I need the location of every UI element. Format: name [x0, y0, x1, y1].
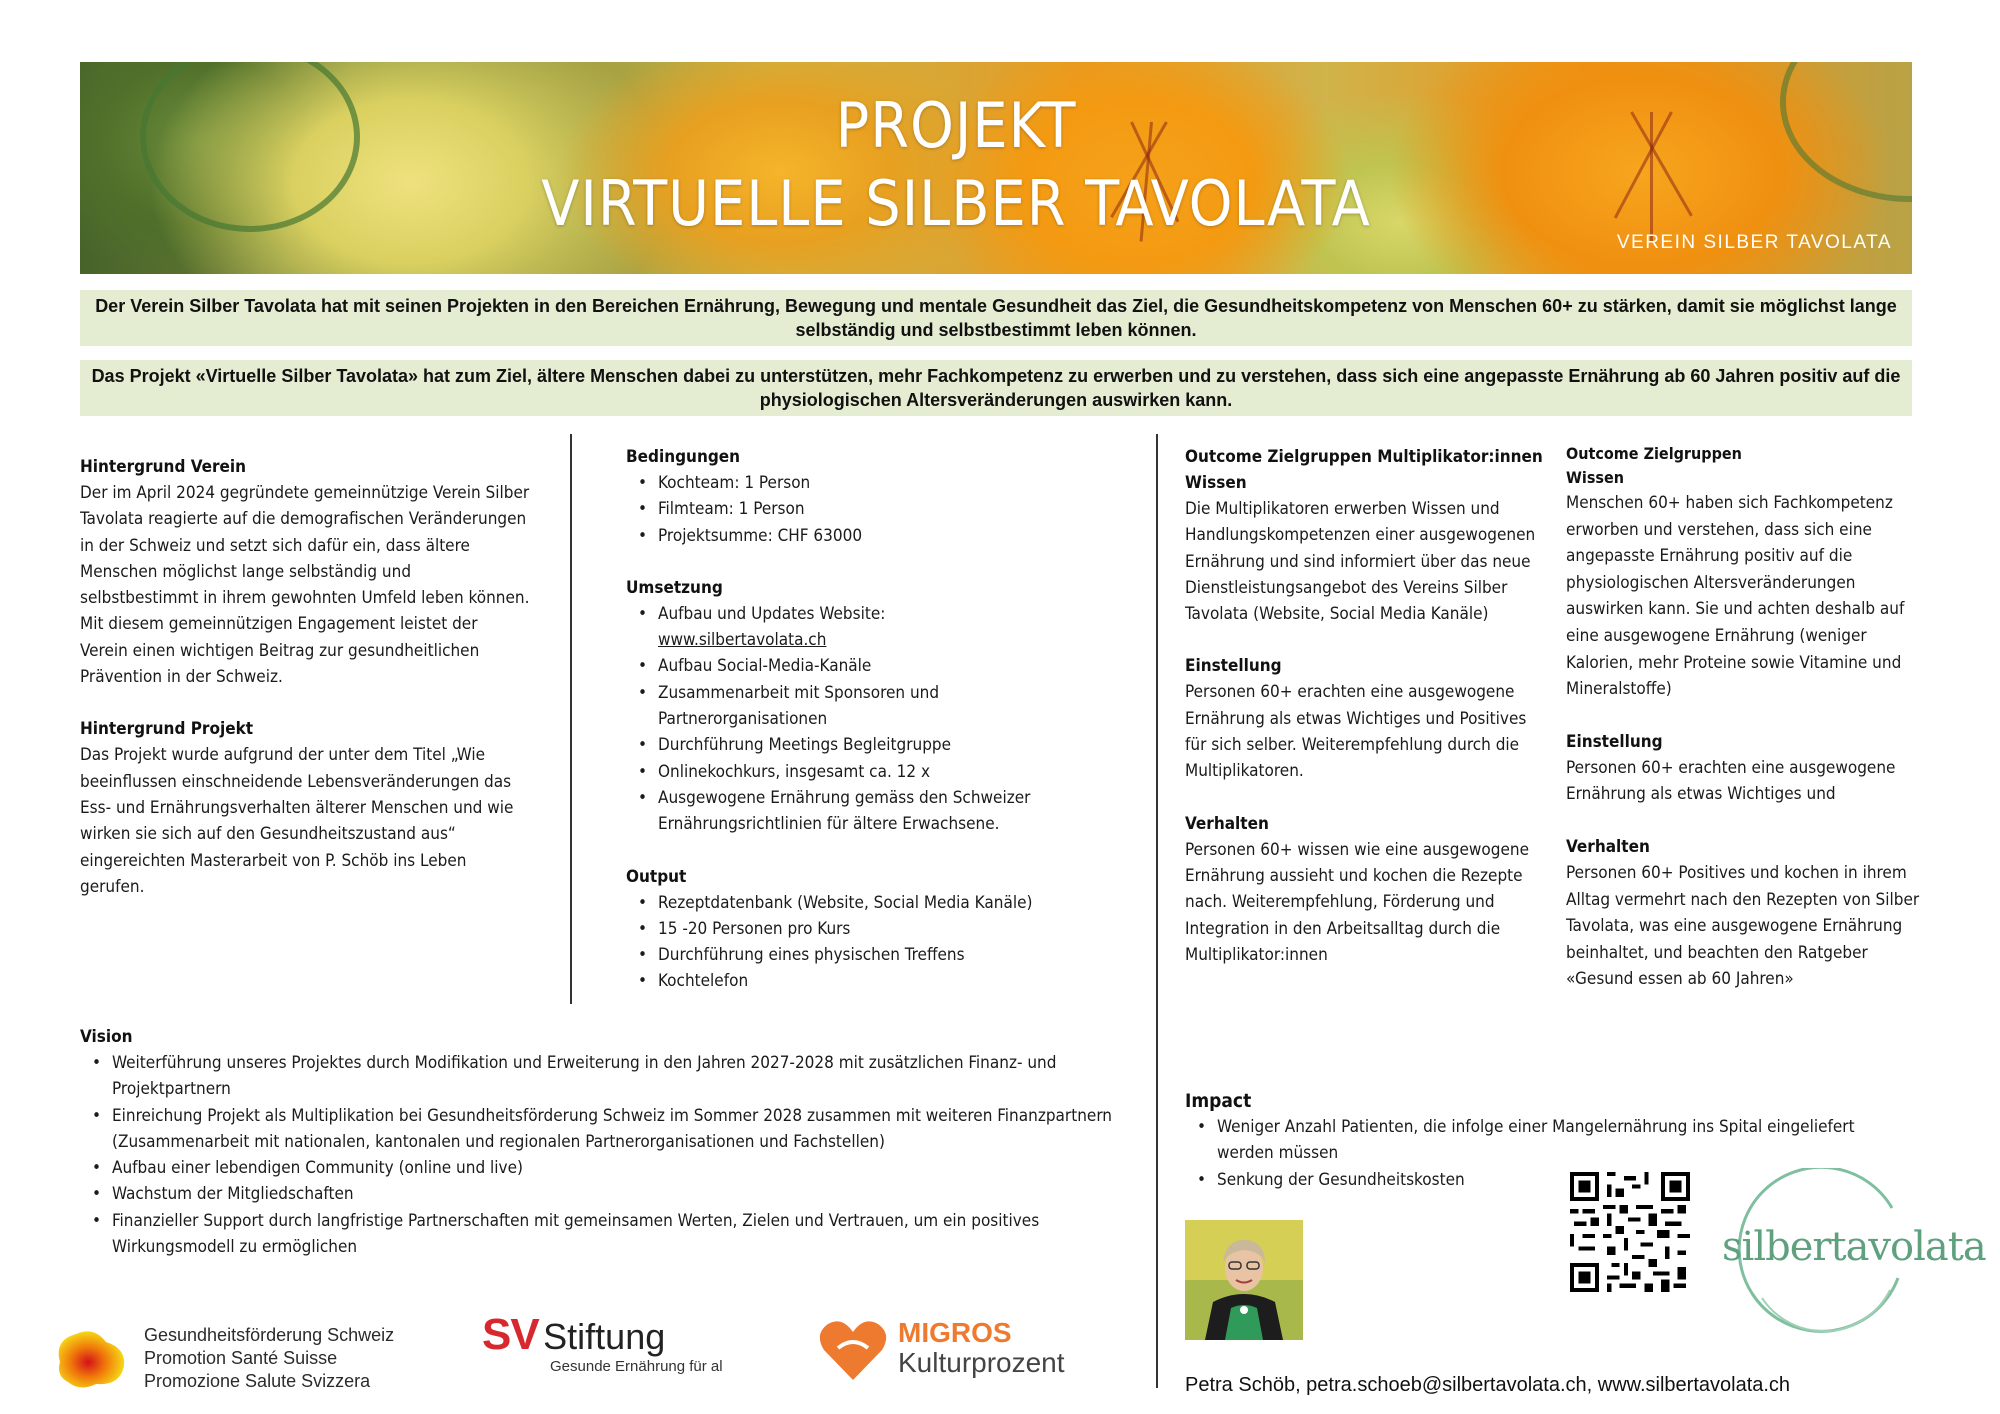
banner-title-line2: VIRTUELLE SILBER TAVOLATA: [541, 167, 1371, 240]
text-einstellung: Personen 60+ erachten eine ausgewogene Ernährung als etwas Wichtiges und: [1566, 757, 1896, 805]
list-item: • Onlinekochkurs, insgesamt ca. 12 x: [626, 759, 1096, 785]
gfs-line-fr: Promotion Santé Suisse: [144, 1348, 338, 1368]
heading-vision: Vision: [80, 1027, 133, 1047]
gesundheitsfoerderung-logo-text: [144, 1324, 394, 1393]
qr-code-icon: [1570, 1172, 1690, 1292]
list-vision: [80, 1050, 1120, 1260]
heading-output: Output: [626, 866, 687, 887]
column-outcome-multiplikatoren: [1185, 444, 1545, 994]
heading-hintergrund-verein: Hintergrund Verein: [80, 457, 247, 477]
text-hintergrund-projekt: Das Projekt wurde aufgrund der unter dem Titel „Wie beeinflussen einschneidende Lebensveränderungen das Ess- und Ernährungsverhalten älterer Menschen und wie wirken sie sich auf den Gesundheitszustand aus“ eingereichten Masterarbeit von P. Schöb ins Leben gerufen.: [80, 745, 514, 897]
portrait-illustration: [1185, 1220, 1303, 1340]
column-projekt: [626, 444, 1096, 1021]
section-vision: [80, 1024, 1120, 1286]
heading-impact: Impact: [1185, 1090, 1252, 1112]
sv-mark: SV: [482, 1310, 539, 1359]
list-item: • Ausgewogene Ernährung gemäss den Schweizer Ernährungsrichtlinien für ältere Erwachsene.: [626, 785, 1096, 838]
list-bedingungen: [626, 470, 1096, 549]
text-wissen: Menschen 60+ haben sich Fachkompetenz erworben und verstehen, dass sich eine angepasste Ernährung positiv auf die physiologischen Altersveränderungen auswirken kann. Sie und achten deshalb auf eine ausgewogene Ernährung (weniger Kalorien, mehr Proteine sowie Vitamine und Mineralstoffe): [1566, 493, 1905, 700]
migros-logo-text: [898, 1318, 1065, 1378]
migros-name: MIGROS: [898, 1317, 1012, 1348]
heading-umsetzung: Umsetzung: [626, 577, 723, 598]
text-hintergrund-verein: Der im April 2024 gegründete gemeinnützige Verein Silber Tavolata reagierte auf die demografischen Veränderungen in der Schweiz und setzt sich dafür ein, dass ältere Menschen möglichst lange selbständig und selbstbestimmt in ihrem gewohnten Umfeld leben können. Mit diesem gemeinnützigen Engagement leistet der Verein einen wichtigen Beitrag zur gesundheitlichen Prävention in der Schweiz.: [80, 483, 530, 688]
text-verhalten: Personen 60+ wissen wie eine ausgewogene Ernährung aussieht und kochen die Rezepte nach. Weiterempfehlung, Förderung und Integration in den Arbeitsalltag durch die Multiplikator:innen: [1185, 839, 1530, 965]
contact-line: Petra Schöb, petra.schoeb@silbertavolata.ch, www.silbertavolata.ch: [1185, 1374, 1791, 1396]
sv-stiftung-logo: [482, 1310, 723, 1375]
list-item: • Aufbau einer lebendigen Community (online und live): [80, 1155, 1120, 1181]
intro-band-projekt: Das Projekt «Virtuelle Silber Tavolata» hat zum Ziel, ältere Menschen dabei zu unterstützen, mehr Fachkompetenz zu erwerben und zu verstehen, dass sich eine angepasste Ernährung ab 60 Jahren positiv auf die physiologischen Altersveränderungen auswirken kann.: [80, 360, 1912, 416]
column-outcome-zielgruppen: [1566, 442, 1926, 1019]
list-item: • Einreichung Projekt als Multiplikation bei Gesundheitsförderung Schweiz im Sommer 2028 zusammen mit weiteren Finanzpartnern (Zusammenarbeit mit nationalen, kantonalen und regionalen Partnerorganisationen und Fachstellen): [80, 1103, 1120, 1156]
migros-heart-icon: [818, 1318, 888, 1382]
list-item: • Filmteam: 1 Person: [626, 496, 1096, 522]
heading-verhalten: Verhalten: [1185, 813, 1269, 834]
column-divider: [570, 434, 572, 1004]
list-output: [626, 890, 1096, 995]
heading-verhalten: Verhalten: [1566, 836, 1650, 857]
sv-tagline: Gesunde Ernährung für al: [550, 1358, 723, 1375]
list-umsetzung: [626, 601, 1096, 838]
list-item-label: Aufbau und Updates Website:: [658, 603, 886, 624]
gfs-line-it: Promozione Salute Svizzera: [144, 1371, 371, 1391]
heading-einstellung: Einstellung: [1566, 731, 1663, 752]
text-wissen: Die Multiplikatoren erwerben Wissen und Handlungskompetenzen einer ausgewogenen Ernährung und sind informiert über das neue Dienstleistungsangebot des Vereins Silber Tavolata (Website, Social Media Kanäle): [1185, 499, 1536, 625]
website-link[interactable]: www.silbertavolata.ch: [658, 630, 827, 651]
list-item: • 15 -20 Personen pro Kurs: [626, 916, 1096, 942]
list-item: • Wachstum der Mitgliedschaften: [80, 1181, 1120, 1207]
qr-code[interactable]: [1570, 1172, 1690, 1292]
column-hintergrund: [80, 454, 530, 926]
banner-title-line1: PROJEKT: [835, 89, 1077, 162]
heading-wissen: Wissen: [1185, 473, 1247, 493]
list-item: • Projektsumme: CHF 63000: [626, 523, 1096, 549]
sv-name: Stiftung: [543, 1316, 666, 1357]
heading-bedingungen: Bedingungen: [626, 447, 741, 467]
silbertavolata-wordmark: silbertavolata: [1722, 1224, 1986, 1270]
heading-wissen: Wissen: [1566, 468, 1624, 487]
heading-outcome-multiplikatoren: Outcome Zielgruppen Multiplikator:innen: [1185, 447, 1543, 467]
gfs-line-de: Gesundheitsförderung Schweiz: [144, 1325, 395, 1345]
list-item: • Weniger Anzahl Patienten, die infolge einer Mangelernährung ins Spital eingeliefert werden müssen: [1185, 1114, 1885, 1167]
list-item: • Weiterführung unseres Projektes durch Modifikation und Erweiterung in den Jahren 2027-2028 mit zusätzlichen Finanz- und Projektpartnern: [80, 1050, 1120, 1103]
list-item: • Rezeptdatenbank (Website, Social Media Kanäle): [626, 890, 1096, 916]
column-divider: [1156, 434, 1158, 1388]
portrait-photo: [1185, 1220, 1303, 1340]
list-item: • Finanzieller Support durch langfristige Partnerschaften mit gemeinsamen Werten, Zielen und Vertrauen, um ein positives Wirkungsmodell zu ermöglichen: [80, 1208, 1120, 1261]
gesundheitsfoerderung-logo-icon: [50, 1322, 130, 1394]
heading-einstellung: Einstellung: [1185, 656, 1282, 677]
list-item: • Senkung der Gesundheitskosten: [1185, 1167, 1885, 1193]
text-einstellung: Personen 60+ erachten eine ausgewogene Ernährung als etwas Wichtiges und Positives für sich selber. Weiterempfehlung durch die Multiplikatoren.: [1185, 682, 1527, 782]
list-item: • Zusammenarbeit mit Sponsoren und Partnerorganisationen: [626, 680, 1096, 733]
list-item: • Durchführung eines physischen Treffens: [626, 942, 1096, 968]
banner-subtitle: VEREIN SILBER TAVOLATA: [1616, 232, 1892, 253]
list-item: • Durchführung Meetings Begleitgruppe: [626, 732, 1096, 758]
heading-hintergrund-projekt: Hintergrund Projekt: [80, 719, 254, 740]
list-item: • Kochteam: 1 Person: [626, 470, 1096, 496]
header-banner: [80, 62, 1912, 274]
text-verhalten: Personen 60+ Positives und kochen in ihrem Alltag vermehrt nach den Rezepten von Silber Tavolata, was eine ausgewogene Ernährung beinhaltet, und beachten den Ratgeber «Gesund essen ab 60 Jahren»: [1566, 862, 1920, 990]
intro-band-verein: Der Verein Silber Tavolata hat mit seinen Projekten in den Bereichen Ernährung, Bewegung und mentale Gesundheit das Ziel, die Gesundheitskompetenz von Menschen 60+ zu stärken, damit sie möglichst lange selbständig und selbstbestimmt leben können.: [80, 290, 1912, 346]
heading-outcome-zielgruppen: Outcome Zielgruppen: [1566, 444, 1742, 463]
list-item: • Aufbau Social-Media-Kanäle: [626, 653, 1096, 679]
migros-kulturprozent: Kulturprozent: [898, 1347, 1065, 1378]
silbertavolata-logo: [1722, 1168, 1986, 1338]
list-item: [626, 601, 1096, 654]
list-item: • Kochtelefon: [626, 968, 1096, 994]
